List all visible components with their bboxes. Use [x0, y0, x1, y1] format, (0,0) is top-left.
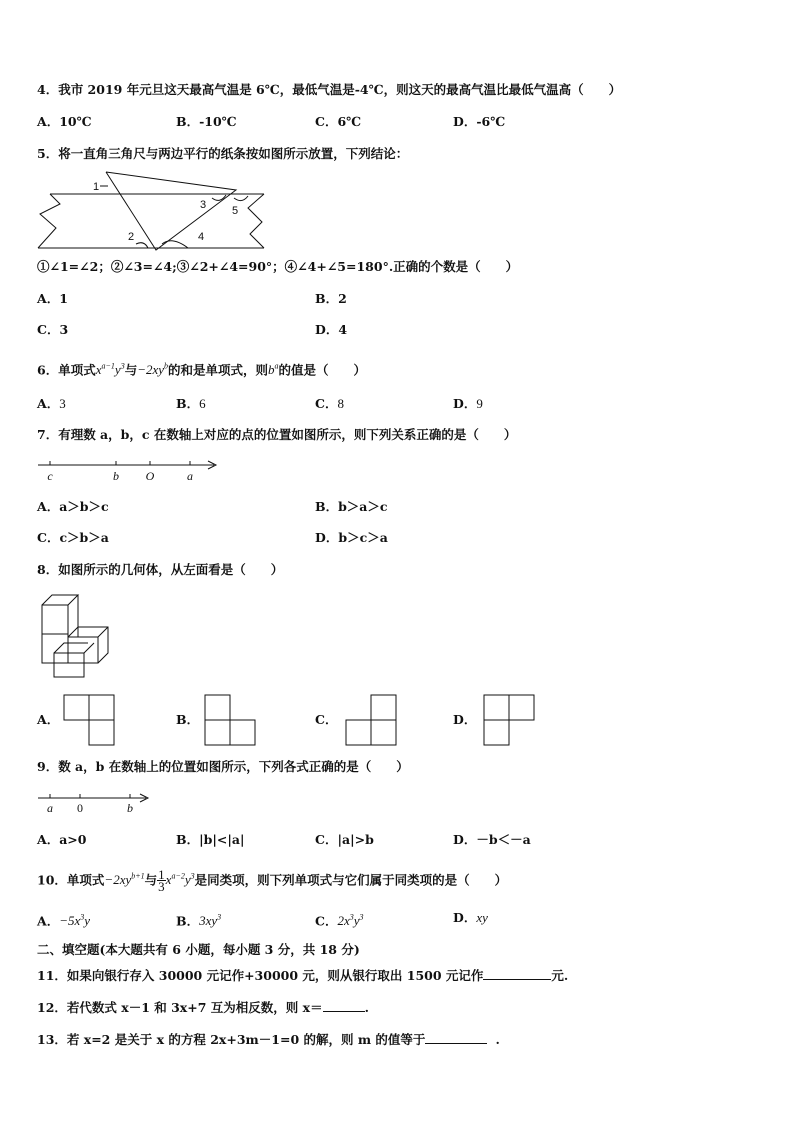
q8-option-b-view [204, 694, 256, 746]
q5-stem: 5．将一直角三角尺与两边平行的纸条按如图所示放置，下列结论： [37, 146, 409, 161]
q7-option-d: D．b＞c＞a [315, 530, 388, 545]
q8-option-a-label: A． [37, 712, 60, 727]
q8-option-d-label: D． [453, 712, 477, 727]
q8-option-a-view [63, 694, 115, 746]
q6-stem: 6．单项式$x^{a-1}y^3$与$-2xy^b$的和是单项式，则$b^a$的值是（ ） [37, 362, 367, 378]
q7-number-line [36, 456, 222, 486]
q7-option-a: A．a＞b＞c [37, 499, 109, 514]
q13-answer-blank[interactable] [425, 1031, 487, 1044]
angle-label-3: 3 [200, 199, 207, 211]
q6-option-c: C．8 [315, 396, 344, 411]
axis-label-b: b [127, 801, 133, 815]
q9-number-line [36, 790, 154, 820]
q11-answer-blank[interactable] [483, 967, 551, 980]
axis-label-o: O [145, 469, 155, 483]
q5-option-d: D．4 [315, 322, 348, 337]
q4-option-b: B．-10℃ [176, 114, 237, 129]
angle-label-2: 2 [128, 231, 135, 243]
q9-option-d: D．－b＜－a [453, 832, 531, 847]
q8-option-c-label: C． [315, 712, 338, 727]
section-heading: 二、填空题(本大题共有 6 小题，每小题 3 分，共 18 分) [37, 942, 360, 957]
q10-option-d: D．xy [453, 910, 488, 925]
q7-stem: 7．有理数 a，b，c 在数轴上对应的点的位置如图所示，则下列关系正确的是（ ） [37, 427, 517, 442]
q8-solid-figure [38, 593, 114, 679]
q6-option-a: A．3 [37, 396, 66, 411]
angle-label-1: 1 [93, 181, 100, 193]
q10-option-c: C．$2x^3y^3$ [315, 913, 364, 929]
q13-stem: 13．若 x=2 是关于 x 的方程 2x+3m－1=0 的解，则 m 的值等于 . [37, 1032, 500, 1047]
axis-label-c: c [47, 469, 53, 483]
q4-option-a: A．10℃ [37, 114, 92, 129]
q8-option-d-view [483, 694, 535, 746]
q12-answer-blank[interactable] [323, 999, 365, 1012]
q10-option-a: A．$-5x^3y$ [37, 913, 91, 929]
q5-statement: ①∠1=∠2；②∠3=∠4;③∠2+∠4=90°；④∠4+∠5=180°.正确的个数是（ ） [37, 259, 519, 274]
axis-label-zero: 0 [77, 801, 83, 815]
axis-label-a: a [47, 801, 53, 815]
angle-label-5: 5 [232, 205, 239, 217]
q8-option-b-label: B． [176, 712, 200, 727]
q10-stem: 10．单项式$-2xy^{b+1}$与 $\frac{1}{3}$ $x^{a-2}y^3$是同类项，则下列单项式与它们属于同类项的是（ ） [37, 867, 508, 895]
q9-stem: 9．数 a，b 在数轴上的位置如图所示，下列各式正确的是（ ） [37, 759, 409, 774]
q11-stem: 11．如果向银行存入 30000 元记作+30000 元，则从银行取出 1500 元记作 元. [37, 968, 569, 983]
q5-option-b: B．2 [315, 291, 347, 306]
q6-option-d: D．9 [453, 396, 483, 411]
q9-option-c: C．|a|>b [315, 832, 374, 847]
q5-option-c: C．3 [37, 322, 69, 337]
q12-stem: 12．若代数式 x－1 和 3x+7 互为相反数，则 x＝ . [37, 1000, 369, 1015]
q5-option-a: A．1 [37, 291, 68, 306]
q8-option-c-view [345, 694, 397, 746]
q10-option-b: B．$3xy^3$ [176, 913, 222, 929]
q5-figure [36, 168, 270, 252]
q9-option-b: B．|b|<|a| [176, 832, 245, 847]
axis-label-a: a [187, 469, 193, 483]
q7-option-c: C．c＞b＞a [37, 530, 109, 545]
q4-option-c: C．6℃ [315, 114, 362, 129]
axis-label-b: b [113, 469, 119, 483]
q6-option-b: B．6 [176, 396, 206, 411]
q4-stem: 4．我市 2019 年元旦这天最高气温是 6℃，最低气温是-4℃，则这天的最高气温比最低气温高（ ） [37, 82, 622, 97]
q8-stem: 8．如图所示的几何体，从左面看是（ ） [37, 562, 284, 577]
angle-label-4: 4 [198, 231, 205, 243]
q9-option-a: A．a>0 [37, 832, 87, 847]
q7-option-b: B．b＞a＞c [315, 499, 388, 514]
q4-option-d: D．-6℃ [453, 114, 506, 129]
